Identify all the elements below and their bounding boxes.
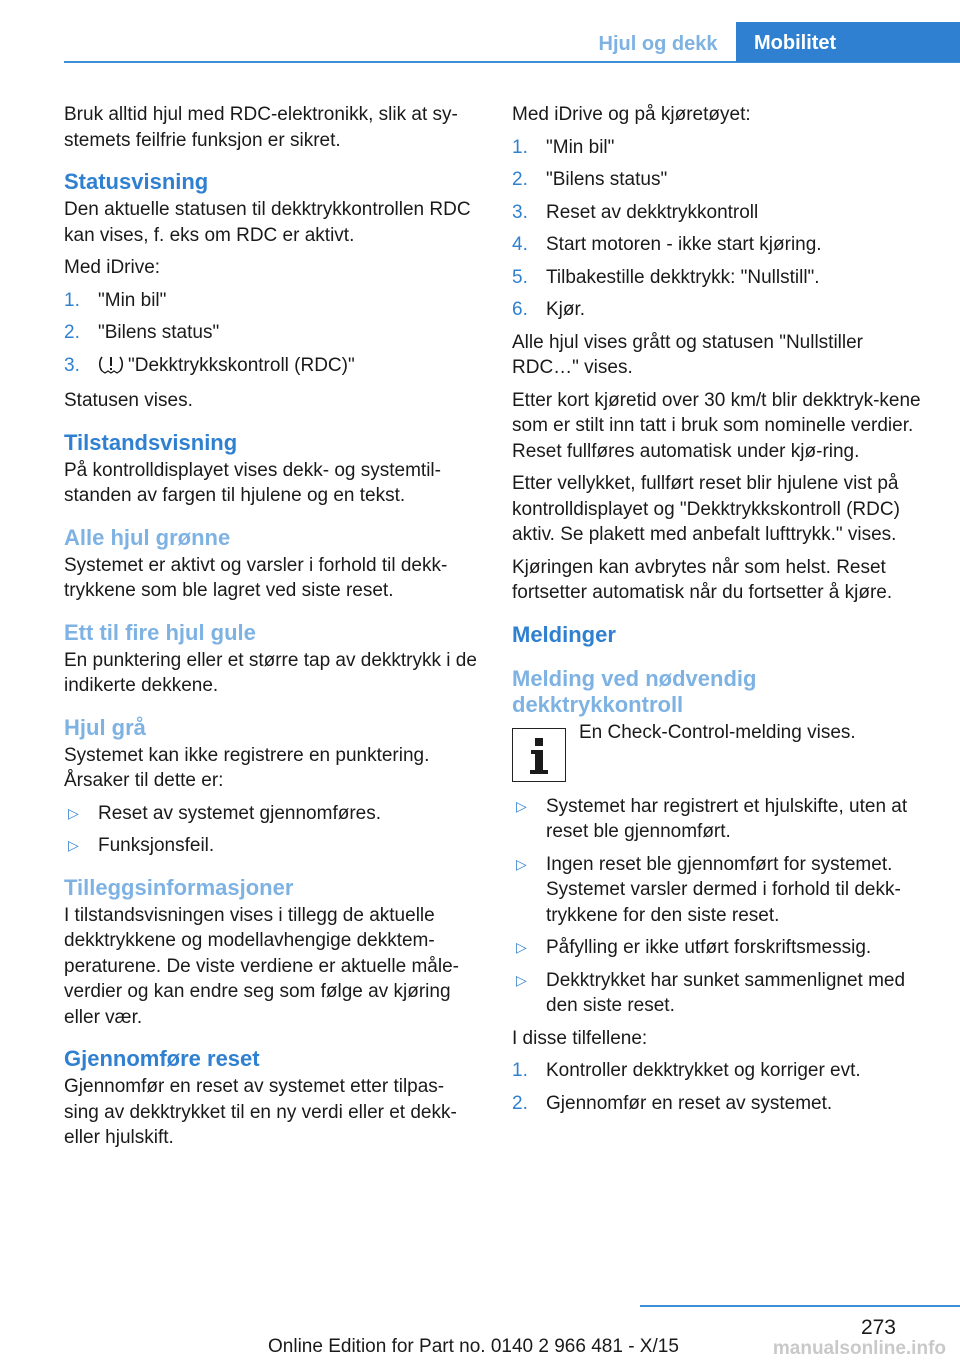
reset-heading: Gjennomføre reset (64, 1046, 260, 1071)
triangle-bullet-icon: ▷ (68, 804, 79, 821)
list-item-text: Ingen reset ble gjennomført for systemet. Systemet varsler dermed i forhold til dekk‐trykkene for den siste reset. (546, 853, 901, 926)
right-column (512, 102, 928, 1123)
tire-pressure-warning-icon (98, 354, 124, 382)
status-steps (64, 288, 478, 382)
step-text: Tilbakestille dekktrykk: "Nullstill". (546, 266, 820, 288)
header-chapter-tab: Mobilitet (736, 22, 960, 62)
reset-paragraph-2: Etter kort kjøretid over 30 km/t blir dekktryk‐kene som er stilt inn tatt i bruk som nominelle verdier. Reset fullføres automatisk under kjø‐ring. (512, 389, 921, 462)
triangle-bullet-icon: ▷ (516, 855, 527, 872)
list-item (64, 320, 478, 346)
reset-text: Gjennomfør en reset av systemet etter tilpas‐sing av dekktrykket til en ny verdi eller et dekk‐eller hjulskift. (64, 1076, 457, 1148)
step-text: "Dekktrykkskontroll (RDC)" (128, 354, 355, 376)
step-text: Kontroller dekktrykket og korriger evt. (546, 1060, 861, 1081)
grey-text: Systemet kan ikke registrere en punktering. Årsaker til dette er: (64, 744, 430, 791)
footer-rule (640, 1305, 960, 1307)
list-item-text: Påfylling er ikke utført forskriftsmessig. (546, 937, 872, 958)
list-item (64, 288, 478, 314)
step-text: "Bilens status" (98, 322, 220, 343)
list-item (512, 935, 928, 961)
cause-list (512, 794, 928, 1019)
status-result: Statusen vises. (64, 390, 193, 411)
header-section-title: Hjul og dekk (598, 33, 718, 55)
extra-info-heading: Tilleggsinformasjoner (64, 874, 294, 900)
step-number: 2. (64, 322, 80, 343)
check-control-notice (512, 720, 928, 780)
messages-heading: Meldinger (512, 621, 616, 647)
grey-causes (64, 801, 478, 859)
step-number: 2. (512, 1092, 528, 1114)
step-text: "Min bil" (98, 289, 167, 311)
info-icon (512, 728, 566, 782)
yellow-text: En punktering eller et større tap av dekktrykk i de indikerte dekkene. (64, 649, 477, 696)
status-lead: Med iDrive: (64, 257, 161, 278)
list-item (512, 852, 928, 929)
step-text: Start motoren - ikke start kjøring. (546, 234, 822, 255)
condition-text: På kontrolldisplayet vises dekk- og systemtil‐standen av fargen til hjulene og en tekst. (64, 459, 441, 506)
list-item-text: Reset av systemet gjennomføres. (98, 802, 381, 824)
message-subheading: Melding ved nødvendig dekktrykkontroll (512, 665, 757, 717)
step-text: Reset av dekktrykkontroll (546, 201, 759, 223)
step-number: 4. (512, 234, 528, 255)
list-item (512, 265, 928, 291)
reset-paragraph-4: Kjøringen kan avbrytes når som helst. Reset fortsetter automatisk når du fortsetter å kjøre. (512, 556, 893, 603)
cases-lead: I disse tilfellene: (512, 1027, 648, 1049)
triangle-bullet-icon: ▷ (516, 797, 527, 814)
edition-note: Online Edition for Part no. 0140 2 966 481 - X/15 (268, 1336, 679, 1357)
green-heading: Alle hjul grønne (64, 524, 231, 550)
step-number: 1. (512, 136, 528, 158)
list-item (512, 297, 928, 323)
list-item (512, 232, 928, 258)
list-item (512, 200, 928, 226)
yellow-heading: Ett til fire hjul gule (64, 619, 256, 645)
step-number: 1. (512, 1060, 528, 1081)
step-number: 3. (64, 354, 80, 376)
step-text: "Min bil" (546, 136, 615, 158)
condition-heading: Tilstandsvisning (64, 429, 238, 455)
list-item (512, 794, 928, 845)
action-steps (512, 1058, 928, 1116)
list-item (512, 1091, 928, 1117)
status-heading: Statusvisning (64, 169, 209, 194)
intro-paragraph: Bruk alltid hjul med RDC-elektronikk, slik at sy‐stemets feilfrie funksjon er sikret. (64, 104, 458, 151)
step-number: 3. (512, 201, 528, 223)
step-number: 6. (512, 299, 528, 320)
triangle-bullet-icon: ▷ (516, 971, 527, 988)
list-item (512, 968, 928, 1019)
step-number: 1. (64, 289, 80, 311)
list-item-text: Systemet har registrert et hjulskifte, uten at reset ble gjennomført. (546, 795, 908, 842)
step-number: 5. (512, 266, 528, 288)
status-text: Den aktuelle statusen til dekktrykkontrollen RDC kan vises, f. eks om RDC er aktivt. (64, 199, 471, 246)
triangle-bullet-icon: ▷ (516, 939, 527, 955)
left-column (64, 102, 478, 1158)
reset-paragraph-1: Alle hjul vises grått og statusen "Nullstiller RDC…" vises. (512, 331, 864, 378)
reset-lead: Med iDrive og på kjøretøyet: (512, 104, 751, 125)
step-number: 2. (512, 169, 528, 190)
list-item-text: Funksjonsfeil. (98, 835, 215, 856)
list-item (64, 353, 478, 382)
step-text: Gjennomfør en reset av systemet. (546, 1092, 833, 1114)
reset-steps (512, 135, 928, 323)
list-item-text: Dekktrykket har sunket sammenlignet med den siste reset. (546, 969, 906, 1016)
list-item (64, 801, 478, 827)
step-text: Kjør. (546, 299, 586, 320)
list-item (512, 167, 928, 193)
grey-heading: Hjul grå (64, 714, 146, 740)
step-text: "Bilens status" (546, 169, 668, 190)
page-number: 273 (860, 1316, 896, 1339)
list-item (64, 833, 478, 859)
reset-paragraph-3: Etter vellykket, fullført reset blir hjulene vist på kontrolldisplayet og "Dekktrykkskontroll (RDC) aktiv. Se plakett med anbefalt lufttrykk." vises. (512, 473, 900, 545)
list-item (512, 1058, 928, 1084)
green-text: Systemet er aktivt og varsler i forhold til dekk‐trykkene som ble lagret ved siste reset. (64, 554, 448, 601)
triangle-bullet-icon: ▷ (68, 837, 79, 853)
notice-text: En Check-Control-melding vises. (579, 721, 856, 743)
extra-info-text: I tilstandsvisningen vises i tillegg de aktuelle dekktrykkene og modellavhengige dekktem‐peraturene. De viste verdiene er aktuelle måle‐verdier og kan endre seg som følge av kjøring eller vær. (64, 904, 459, 1028)
list-item (512, 135, 928, 161)
watermark: manualsonline.info (772, 1338, 946, 1359)
